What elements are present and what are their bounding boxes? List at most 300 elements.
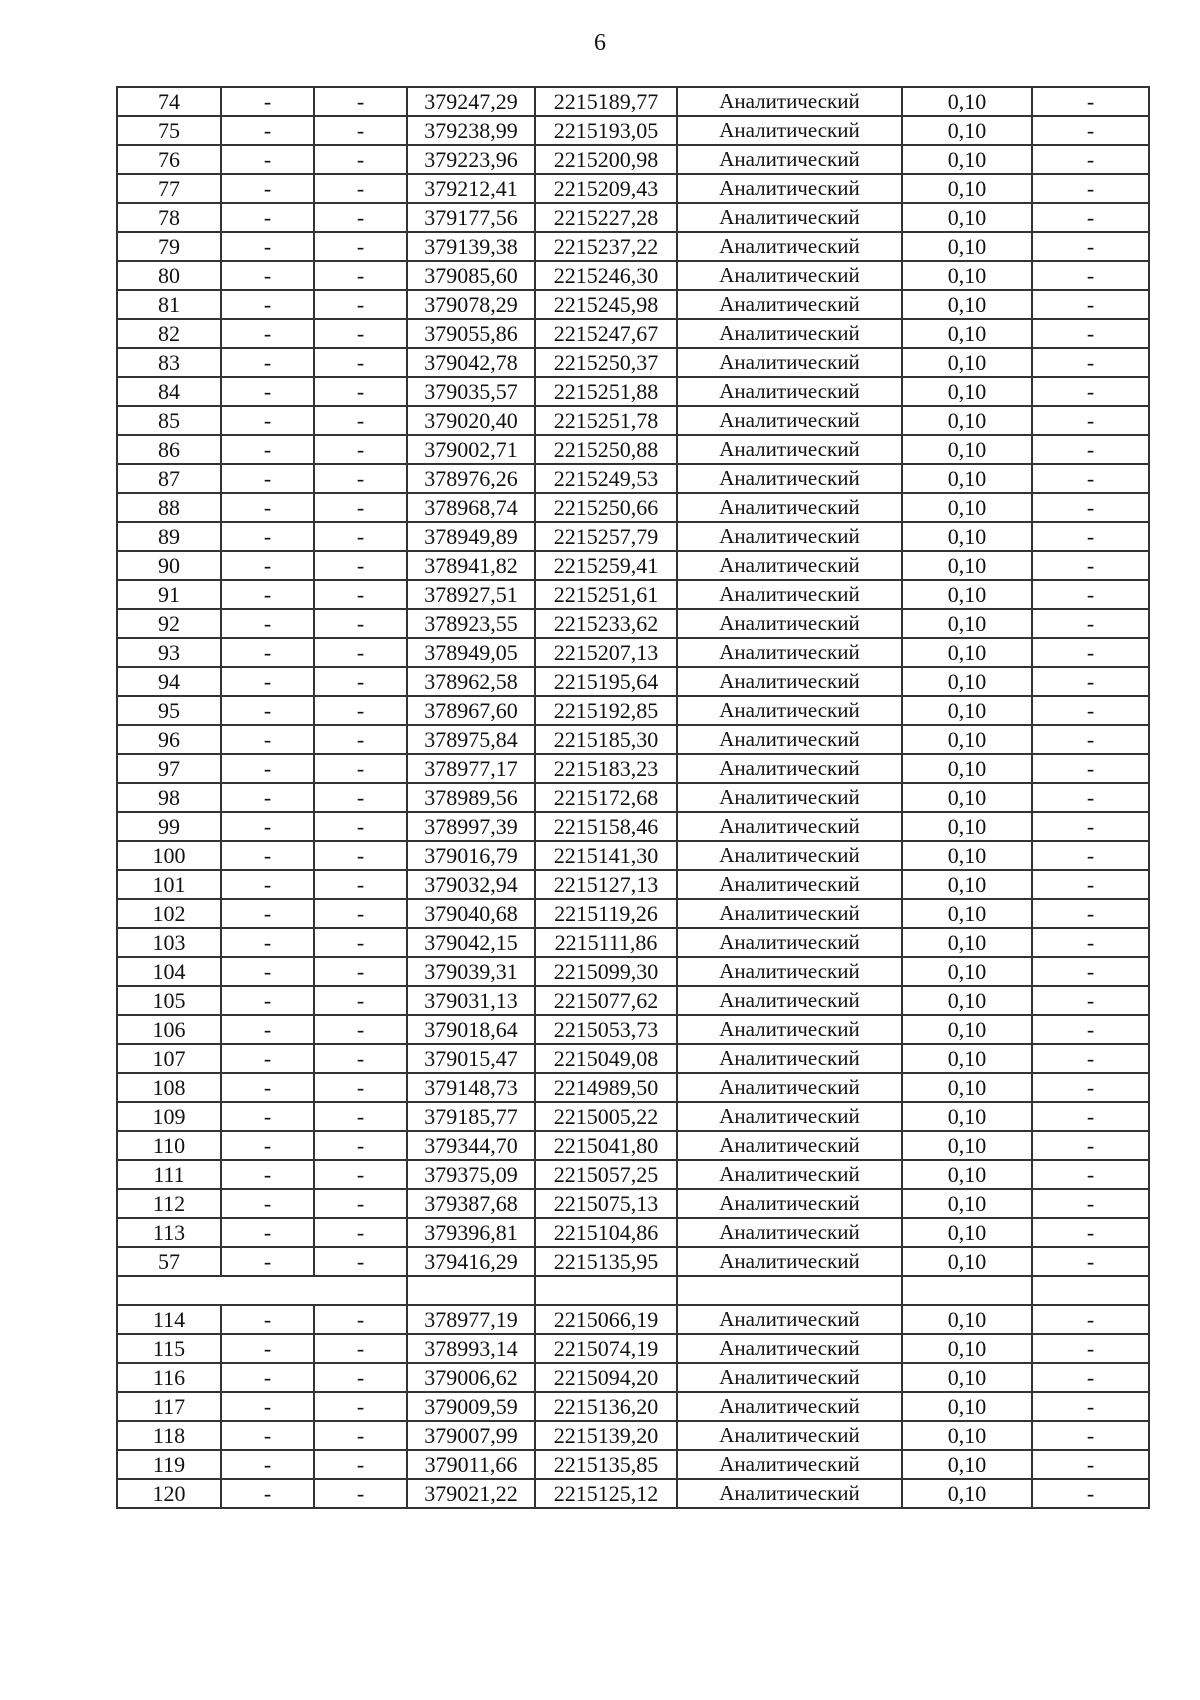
empty-dash-cell: - (314, 1189, 407, 1218)
y-coordinate-cell: 2215094,20 (535, 1363, 677, 1392)
empty-dash-cell: - (314, 667, 407, 696)
note-cell: - (1032, 1450, 1149, 1479)
x-coordinate-cell: 379177,56 (407, 203, 535, 232)
x-coordinate-cell: 378977,17 (407, 754, 535, 783)
table-row (117, 551, 1149, 580)
table-row (117, 609, 1149, 638)
accuracy-cell: 0,10 (902, 1247, 1032, 1276)
accuracy-cell: 0,10 (902, 1334, 1032, 1363)
note-cell: - (1032, 667, 1149, 696)
note-cell: - (1032, 1421, 1149, 1450)
method-cell: Аналитический (677, 1160, 902, 1189)
empty-dash-cell: - (314, 232, 407, 261)
empty-dash-cell: - (221, 1044, 314, 1073)
method-cell: Аналитический (677, 1131, 902, 1160)
point-number-cell: 91 (117, 580, 221, 609)
table-row (117, 754, 1149, 783)
table-row (117, 1189, 1149, 1218)
accuracy-cell: 0,10 (902, 841, 1032, 870)
empty-dash-cell: - (314, 1421, 407, 1450)
x-coordinate-cell: 379015,47 (407, 1044, 535, 1073)
x-coordinate-cell: 378962,58 (407, 667, 535, 696)
empty-dash-cell: - (221, 1450, 314, 1479)
point-number-cell: 76 (117, 145, 221, 174)
x-coordinate-cell: 379238,99 (407, 116, 535, 145)
empty-dash-cell: - (314, 261, 407, 290)
empty-dash-cell: - (314, 899, 407, 928)
empty-dash-cell: - (314, 1160, 407, 1189)
x-coordinate-cell: 379078,29 (407, 290, 535, 319)
blank-cell (535, 1276, 677, 1305)
point-number-cell: 119 (117, 1450, 221, 1479)
method-cell: Аналитический (677, 1247, 902, 1276)
empty-dash-cell: - (314, 812, 407, 841)
y-coordinate-cell: 2215245,98 (535, 290, 677, 319)
note-cell: - (1032, 435, 1149, 464)
empty-dash-cell: - (221, 1073, 314, 1102)
empty-dash-cell: - (314, 116, 407, 145)
x-coordinate-cell: 378977,19 (407, 1305, 535, 1334)
point-number-cell: 79 (117, 232, 221, 261)
point-number-cell: 120 (117, 1479, 221, 1508)
table-row (117, 696, 1149, 725)
note-cell: - (1032, 406, 1149, 435)
note-cell: - (1032, 493, 1149, 522)
point-number-cell: 117 (117, 1392, 221, 1421)
x-coordinate-cell: 378975,84 (407, 725, 535, 754)
y-coordinate-cell: 2215249,53 (535, 464, 677, 493)
empty-dash-cell: - (221, 174, 314, 203)
point-number-cell: 90 (117, 551, 221, 580)
y-coordinate-cell: 2215257,79 (535, 522, 677, 551)
empty-dash-cell: - (314, 174, 407, 203)
method-cell: Аналитический (677, 145, 902, 174)
table-row (117, 580, 1149, 609)
method-cell: Аналитический (677, 319, 902, 348)
point-number-cell: 92 (117, 609, 221, 638)
point-number-cell: 77 (117, 174, 221, 203)
accuracy-cell: 0,10 (902, 696, 1032, 725)
x-coordinate-cell: 378993,14 (407, 1334, 535, 1363)
empty-dash-cell: - (221, 1421, 314, 1450)
accuracy-cell: 0,10 (902, 464, 1032, 493)
x-coordinate-cell: 378976,26 (407, 464, 535, 493)
x-coordinate-cell: 378989,56 (407, 783, 535, 812)
x-coordinate-cell: 379375,09 (407, 1160, 535, 1189)
empty-dash-cell: - (221, 319, 314, 348)
y-coordinate-cell: 2215053,73 (535, 1015, 677, 1044)
method-cell: Аналитический (677, 1479, 902, 1508)
point-number-cell: 112 (117, 1189, 221, 1218)
table-row (117, 435, 1149, 464)
method-cell: Аналитический (677, 638, 902, 667)
y-coordinate-cell: 2215125,12 (535, 1479, 677, 1508)
note-cell: - (1032, 1189, 1149, 1218)
note-cell: - (1032, 609, 1149, 638)
empty-dash-cell: - (314, 1450, 407, 1479)
y-coordinate-cell: 2215250,66 (535, 493, 677, 522)
empty-dash-cell: - (221, 522, 314, 551)
empty-dash-cell: - (314, 377, 407, 406)
note-cell: - (1032, 812, 1149, 841)
x-coordinate-cell: 378968,74 (407, 493, 535, 522)
method-cell: Аналитический (677, 1421, 902, 1450)
empty-dash-cell: - (221, 870, 314, 899)
y-coordinate-cell: 2215246,30 (535, 261, 677, 290)
table-row (117, 203, 1149, 232)
y-coordinate-cell: 2215057,25 (535, 1160, 677, 1189)
y-coordinate-cell: 2215104,86 (535, 1218, 677, 1247)
note-cell: - (1032, 203, 1149, 232)
note-cell: - (1032, 1334, 1149, 1363)
table-row (117, 1102, 1149, 1131)
y-coordinate-cell: 2215209,43 (535, 174, 677, 203)
empty-dash-cell: - (314, 1479, 407, 1508)
point-number-cell: 107 (117, 1044, 221, 1073)
table-row (117, 1479, 1149, 1508)
table-row (117, 841, 1149, 870)
note-cell: - (1032, 464, 1149, 493)
empty-dash-cell: - (221, 1363, 314, 1392)
point-number-cell: 98 (117, 783, 221, 812)
empty-dash-cell: - (314, 145, 407, 174)
method-cell: Аналитический (677, 464, 902, 493)
x-coordinate-cell: 379223,96 (407, 145, 535, 174)
table-row (117, 464, 1149, 493)
x-coordinate-cell: 378967,60 (407, 696, 535, 725)
x-coordinate-cell: 379247,29 (407, 87, 535, 116)
table-row (117, 319, 1149, 348)
x-coordinate-cell: 378941,82 (407, 551, 535, 580)
y-coordinate-cell: 2215250,88 (535, 435, 677, 464)
accuracy-cell: 0,10 (902, 754, 1032, 783)
point-number-cell: 82 (117, 319, 221, 348)
method-cell: Аналитический (677, 87, 902, 116)
accuracy-cell: 0,10 (902, 1015, 1032, 1044)
y-coordinate-cell: 2215195,64 (535, 667, 677, 696)
empty-dash-cell: - (221, 899, 314, 928)
note-cell: - (1032, 116, 1149, 145)
x-coordinate-cell: 379212,41 (407, 174, 535, 203)
table-row (117, 1044, 1149, 1073)
method-cell: Аналитический (677, 841, 902, 870)
method-cell: Аналитический (677, 1363, 902, 1392)
y-coordinate-cell: 2215233,62 (535, 609, 677, 638)
x-coordinate-cell: 379039,31 (407, 957, 535, 986)
point-number-cell: 95 (117, 696, 221, 725)
table-row (117, 986, 1149, 1015)
x-coordinate-cell: 379396,81 (407, 1218, 535, 1247)
y-coordinate-cell: 2215135,95 (535, 1247, 677, 1276)
accuracy-cell: 0,10 (902, 174, 1032, 203)
x-coordinate-cell: 379416,29 (407, 1247, 535, 1276)
point-number-cell: 85 (117, 406, 221, 435)
y-coordinate-cell: 2215127,13 (535, 870, 677, 899)
empty-dash-cell: - (314, 493, 407, 522)
x-coordinate-cell: 378949,89 (407, 522, 535, 551)
point-number-cell: 88 (117, 493, 221, 522)
point-number-cell: 96 (117, 725, 221, 754)
table-row (117, 87, 1149, 116)
x-coordinate-cell: 379040,68 (407, 899, 535, 928)
point-number-cell: 80 (117, 261, 221, 290)
empty-dash-cell: - (221, 609, 314, 638)
note-cell: - (1032, 754, 1149, 783)
accuracy-cell: 0,10 (902, 986, 1032, 1015)
accuracy-cell: 0,10 (902, 1218, 1032, 1247)
method-cell: Аналитический (677, 203, 902, 232)
y-coordinate-cell: 2215183,23 (535, 754, 677, 783)
empty-dash-cell: - (314, 406, 407, 435)
y-coordinate-cell: 2215189,77 (535, 87, 677, 116)
accuracy-cell: 0,10 (902, 928, 1032, 957)
empty-dash-cell: - (221, 580, 314, 609)
note-cell: - (1032, 551, 1149, 580)
y-coordinate-cell: 2215136,20 (535, 1392, 677, 1421)
blank-cell (117, 1276, 407, 1305)
point-number-cell: 105 (117, 986, 221, 1015)
empty-dash-cell: - (314, 1247, 407, 1276)
y-coordinate-cell: 2215158,46 (535, 812, 677, 841)
x-coordinate-cell: 378923,55 (407, 609, 535, 638)
x-coordinate-cell: 378927,51 (407, 580, 535, 609)
note-cell: - (1032, 841, 1149, 870)
y-coordinate-cell: 2215139,20 (535, 1421, 677, 1450)
empty-dash-cell: - (314, 435, 407, 464)
point-number-cell: 57 (117, 1247, 221, 1276)
empty-dash-cell: - (221, 696, 314, 725)
x-coordinate-cell: 379042,15 (407, 928, 535, 957)
empty-dash-cell: - (221, 261, 314, 290)
note-cell: - (1032, 174, 1149, 203)
x-coordinate-cell: 379002,71 (407, 435, 535, 464)
x-coordinate-cell: 379185,77 (407, 1102, 535, 1131)
method-cell: Аналитический (677, 1305, 902, 1334)
note-cell: - (1032, 522, 1149, 551)
blank-cell (407, 1276, 535, 1305)
empty-dash-cell: - (221, 725, 314, 754)
y-coordinate-cell: 2215200,98 (535, 145, 677, 174)
empty-dash-cell: - (221, 1392, 314, 1421)
table-row (117, 406, 1149, 435)
note-cell: - (1032, 696, 1149, 725)
table-body (117, 87, 1149, 1508)
method-cell: Аналитический (677, 783, 902, 812)
y-coordinate-cell: 2215185,30 (535, 725, 677, 754)
y-coordinate-cell: 2215250,37 (535, 348, 677, 377)
empty-dash-cell: - (314, 203, 407, 232)
empty-dash-cell: - (221, 754, 314, 783)
empty-dash-cell: - (221, 986, 314, 1015)
table-row (117, 899, 1149, 928)
method-cell: Аналитический (677, 580, 902, 609)
x-coordinate-cell: 379007,99 (407, 1421, 535, 1450)
point-number-cell: 109 (117, 1102, 221, 1131)
point-number-cell: 103 (117, 928, 221, 957)
accuracy-cell: 0,10 (902, 1421, 1032, 1450)
table-row (117, 957, 1149, 986)
empty-dash-cell: - (314, 1015, 407, 1044)
point-number-cell: 84 (117, 377, 221, 406)
empty-dash-cell: - (314, 638, 407, 667)
note-cell: - (1032, 957, 1149, 986)
empty-dash-cell: - (221, 87, 314, 116)
empty-dash-cell: - (221, 116, 314, 145)
method-cell: Аналитический (677, 1450, 902, 1479)
table-row (117, 667, 1149, 696)
method-cell: Аналитический (677, 377, 902, 406)
accuracy-cell: 0,10 (902, 899, 1032, 928)
empty-dash-cell: - (314, 696, 407, 725)
y-coordinate-cell: 2215066,19 (535, 1305, 677, 1334)
accuracy-cell: 0,10 (902, 145, 1032, 174)
accuracy-cell: 0,10 (902, 1044, 1032, 1073)
method-cell: Аналитический (677, 957, 902, 986)
note-cell: - (1032, 1247, 1149, 1276)
x-coordinate-cell: 378949,05 (407, 638, 535, 667)
table-row (117, 725, 1149, 754)
coordinates-table (116, 86, 1150, 1509)
empty-dash-cell: - (314, 319, 407, 348)
empty-dash-cell: - (221, 783, 314, 812)
note-cell: - (1032, 1102, 1149, 1131)
table-row (117, 116, 1149, 145)
empty-dash-cell: - (314, 1044, 407, 1073)
accuracy-cell: 0,10 (902, 493, 1032, 522)
point-number-cell: 101 (117, 870, 221, 899)
y-coordinate-cell: 2215074,19 (535, 1334, 677, 1363)
empty-dash-cell: - (314, 609, 407, 638)
y-coordinate-cell: 2215207,13 (535, 638, 677, 667)
method-cell: Аналитический (677, 899, 902, 928)
point-number-cell: 118 (117, 1421, 221, 1450)
note-cell: - (1032, 580, 1149, 609)
table-row (117, 377, 1149, 406)
method-cell: Аналитический (677, 1189, 902, 1218)
note-cell: - (1032, 638, 1149, 667)
table-row (117, 1392, 1149, 1421)
note-cell: - (1032, 319, 1149, 348)
accuracy-cell: 0,10 (902, 580, 1032, 609)
point-number-cell: 104 (117, 957, 221, 986)
point-number-cell: 108 (117, 1073, 221, 1102)
method-cell: Аналитический (677, 1392, 902, 1421)
note-cell: - (1032, 1073, 1149, 1102)
x-coordinate-cell: 379148,73 (407, 1073, 535, 1102)
method-cell: Аналитический (677, 1102, 902, 1131)
empty-dash-cell: - (314, 841, 407, 870)
table-row (117, 522, 1149, 551)
point-number-cell: 102 (117, 899, 221, 928)
method-cell: Аналитический (677, 1334, 902, 1363)
note-cell: - (1032, 261, 1149, 290)
note-cell: - (1032, 1392, 1149, 1421)
empty-dash-cell: - (314, 87, 407, 116)
empty-dash-cell: - (221, 1479, 314, 1508)
method-cell: Аналитический (677, 174, 902, 203)
point-number-cell: 93 (117, 638, 221, 667)
accuracy-cell: 0,10 (902, 435, 1032, 464)
table-row (117, 493, 1149, 522)
method-cell: Аналитический (677, 1218, 902, 1247)
x-coordinate-cell: 379035,57 (407, 377, 535, 406)
empty-dash-cell: - (314, 957, 407, 986)
note-cell: - (1032, 1305, 1149, 1334)
empty-dash-cell: - (221, 377, 314, 406)
empty-dash-cell: - (314, 986, 407, 1015)
accuracy-cell: 0,10 (902, 1160, 1032, 1189)
empty-dash-cell: - (314, 725, 407, 754)
accuracy-cell: 0,10 (902, 1450, 1032, 1479)
table-row (117, 1363, 1149, 1392)
empty-dash-cell: - (314, 1392, 407, 1421)
accuracy-cell: 0,10 (902, 377, 1032, 406)
x-coordinate-cell: 379009,59 (407, 1392, 535, 1421)
y-coordinate-cell: 2215005,22 (535, 1102, 677, 1131)
empty-dash-cell: - (221, 232, 314, 261)
note-cell: - (1032, 986, 1149, 1015)
y-coordinate-cell: 2215251,88 (535, 377, 677, 406)
method-cell: Аналитический (677, 435, 902, 464)
note-cell: - (1032, 87, 1149, 116)
blank-cell (902, 1276, 1032, 1305)
y-coordinate-cell: 2215227,28 (535, 203, 677, 232)
point-number-cell: 111 (117, 1160, 221, 1189)
method-cell: Аналитический (677, 812, 902, 841)
empty-dash-cell: - (314, 290, 407, 319)
empty-dash-cell: - (314, 1073, 407, 1102)
y-coordinate-cell: 2215251,61 (535, 580, 677, 609)
accuracy-cell: 0,10 (902, 1363, 1032, 1392)
empty-dash-cell: - (221, 406, 314, 435)
accuracy-cell: 0,10 (902, 725, 1032, 754)
empty-dash-cell: - (314, 870, 407, 899)
y-coordinate-cell: 2215099,30 (535, 957, 677, 986)
table-row (117, 1073, 1149, 1102)
x-coordinate-cell: 379055,86 (407, 319, 535, 348)
empty-dash-cell: - (314, 1363, 407, 1392)
accuracy-cell: 0,10 (902, 551, 1032, 580)
accuracy-cell: 0,10 (902, 261, 1032, 290)
note-cell: - (1032, 1131, 1149, 1160)
note-cell: - (1032, 377, 1149, 406)
empty-dash-cell: - (314, 1102, 407, 1131)
empty-dash-cell: - (314, 1305, 407, 1334)
y-coordinate-cell: 2215251,78 (535, 406, 677, 435)
note-cell: - (1032, 145, 1149, 174)
blank-cell (677, 1276, 902, 1305)
empty-dash-cell: - (221, 145, 314, 174)
table-row (117, 638, 1149, 667)
y-coordinate-cell: 2215192,85 (535, 696, 677, 725)
empty-dash-cell: - (221, 638, 314, 667)
table-row (117, 232, 1149, 261)
table-row (117, 1305, 1149, 1334)
table-row (117, 783, 1149, 812)
y-coordinate-cell: 2215193,05 (535, 116, 677, 145)
accuracy-cell: 0,10 (902, 812, 1032, 841)
empty-dash-cell: - (221, 493, 314, 522)
empty-dash-cell: - (314, 522, 407, 551)
empty-dash-cell: - (314, 1131, 407, 1160)
empty-dash-cell: - (221, 435, 314, 464)
x-coordinate-cell: 379042,78 (407, 348, 535, 377)
x-coordinate-cell: 379085,60 (407, 261, 535, 290)
y-coordinate-cell: 2215041,80 (535, 1131, 677, 1160)
note-cell: - (1032, 232, 1149, 261)
point-number-cell: 94 (117, 667, 221, 696)
point-number-cell: 87 (117, 464, 221, 493)
